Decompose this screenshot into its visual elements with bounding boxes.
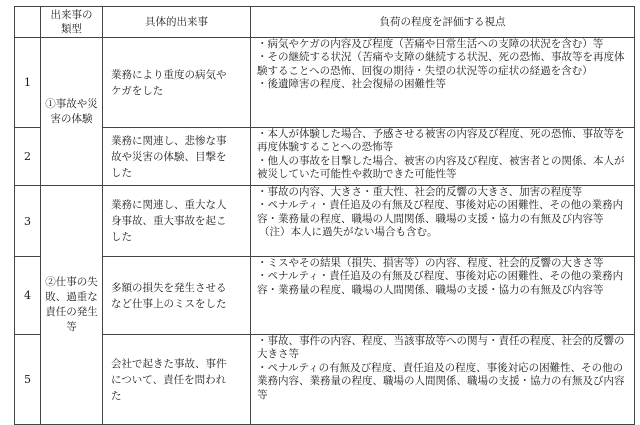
header-event: 具体的出来事 xyxy=(103,7,251,38)
row-number: 2 xyxy=(15,128,41,186)
viewpoint-cell xyxy=(251,257,635,335)
viewpoint-item: ・ペナルティ・責任追及の有無及び程度、事後対応の困難性、その他の業務内容・業務量の程度、職場の人間関係、職場の支援・協力の有無及び内容等 xyxy=(257,270,624,296)
row-number: 1 xyxy=(15,38,41,128)
viewpoint-item: ・病気やケガの内容及び程度（苦痛や日常生活への支障の状況を含む）等 xyxy=(257,38,604,50)
row-number: 4 xyxy=(15,257,41,335)
row-number: 5 xyxy=(15,335,41,425)
table-header-row xyxy=(15,7,635,38)
viewpoint-cell xyxy=(251,186,635,257)
category-accident: ①事故や災 害の体験 xyxy=(41,38,103,186)
viewpoint-cell xyxy=(251,335,635,425)
viewpoint-item: ・ミスやその結果（損失、損害等）の内容、程度、社会的反響の大きさ等 xyxy=(257,257,604,269)
event-cell: 業務に関連し、悲惨な事 故や災害の体験、目撃を した xyxy=(103,128,251,186)
stress-evaluation-table xyxy=(14,6,635,425)
viewpoint-item: ・事故、事件の内容、程度、当該事故等への関与・責任の程度、社会的反響の大きさ等 xyxy=(257,335,625,361)
table-row xyxy=(15,38,635,128)
table-row xyxy=(15,128,635,186)
event-cell: 業務に関連し、重大な人 身事故、重大事故を起こ した xyxy=(103,186,251,257)
event-cell: 業務により重度の病気や ケガをした xyxy=(103,38,251,128)
viewpoint-item: ・本人が体験した場合、予感させる被害の内容及び程度、死の恐怖、事故等を再度体験することへの恐怖等 xyxy=(257,128,625,154)
viewpoint-item: ・他人の事故を目撃した場合、被害の内容及び程度、被害者との関係、本人が被災していた可能性や救助できた可能性等 xyxy=(257,154,625,181)
event-cell: 多額の損失を発生させる など仕事上のミスをした xyxy=(103,257,251,335)
viewpoint-item: ・その継続する状況（苦痛や支障の継続する状況、死の恐怖、事故等を再度体験することへの恐怖、回復の期待・失望の状況等の症状の経過を含む） xyxy=(257,51,625,77)
table-row xyxy=(15,335,635,425)
event-cell: 会社で起きた事故、事件 について、責任を問われ た xyxy=(103,335,251,425)
header-number xyxy=(15,7,41,38)
viewpoint-item: ・ペナルティ・責任追及の有無及び程度、事後対応の困難性、その他の業務内容・業務量の程度、職場の人間関係、職場の支援・協力の有無及び内容等 xyxy=(257,199,624,225)
viewpoint-item: ・後遺障害の程度、社会復帰の困難性等 xyxy=(257,78,446,91)
category-failure: ②仕事の失 敗、過重な 責任の発生 等 xyxy=(41,186,103,425)
viewpoint-item: （注）本人に過失がない場合も含む。 xyxy=(259,226,438,239)
viewpoint-item: ・事故の内容、大きさ・重大性、社会的反響の大きさ、加害の程度等 xyxy=(257,186,583,198)
header-category: 出来事の 類型 xyxy=(41,7,103,38)
row-number: 3 xyxy=(15,186,41,257)
table-row xyxy=(15,257,635,335)
viewpoint-cell xyxy=(251,38,635,128)
viewpoint-item: ・ペナルティの有無及び程度、責任追及の程度、事後対応の困難性、その他の業務内容、業務量の程度、職場の人間関係、職場の支援・協力の有無及び内容等 xyxy=(257,361,625,401)
table-row xyxy=(15,186,635,257)
header-viewpoint: 負荷の程度を評価する視点 xyxy=(251,7,635,38)
viewpoint-cell xyxy=(251,128,635,186)
